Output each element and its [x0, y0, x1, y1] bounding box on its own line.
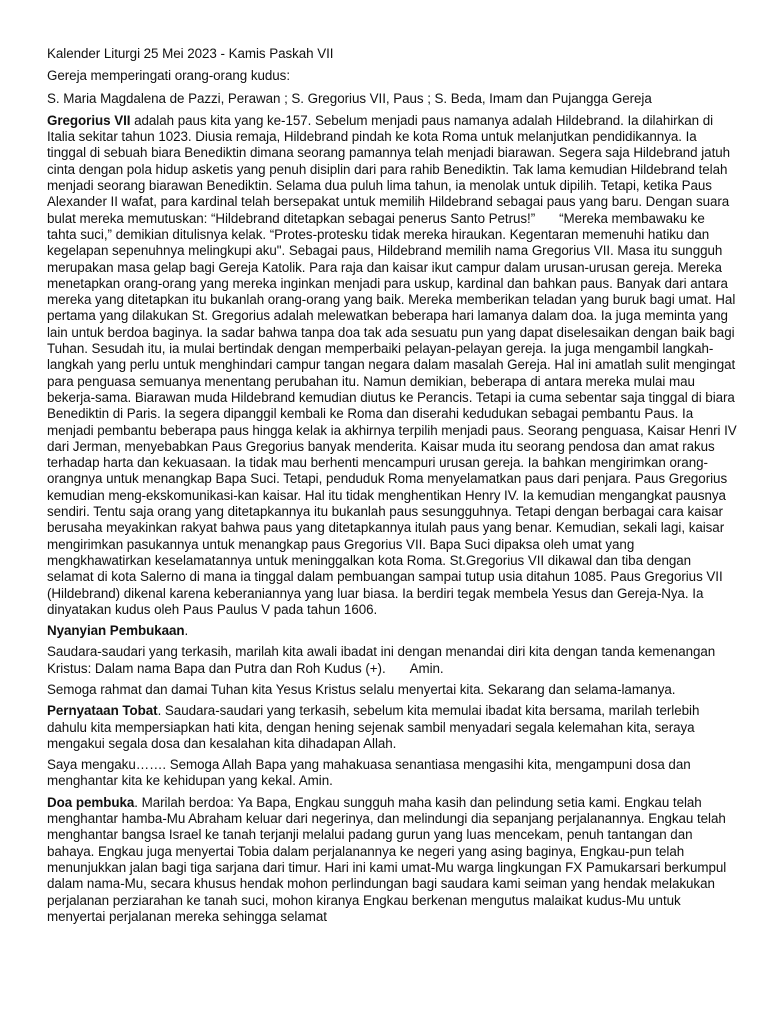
- greeting-paragraph: [47, 644, 737, 677]
- document-title: Kalender Liturgi 25 Mei 2023 - Kamis Paskah VII: [47, 46, 334, 61]
- opening-song-period: .: [184, 623, 189, 639]
- opening-song-heading: Nyanyian Pembukaan: [47, 623, 185, 639]
- confiteor-paragraph: Saya mengaku……. Semoga Allah Bapa yang mahakuasa senantiasa mengasihi kita, mengampuni dosa dan menghantar kita ke kehidupan yang kekal. Amin.: [47, 757, 691, 789]
- opening-prayer-heading: Doa pembuka: [47, 794, 135, 810]
- greeting-text: Saudara-saudari yang terkasih, marilah kita awali ibadat ini dengan menandai diri kita dengan tanda kemenangan Kristus: Dalam nama Bapa dan Putra dan Roh Kudus (+).: [47, 644, 716, 676]
- saint-biography-text-1: adalah paus kita yang ke-157. Sebelum menjadi paus namanya adalah Hildebrand. Ia dilahirkan di Italia sekitar tahun 1023. Diusia remaja, Hildebrand pindah ke kota Roma untuk melanjutkan pendidikannya. Ia tinggal di sebuah biara Benediktin dimana seorang pamannya telah menjadi biarawan. Segera saja Hildebrand jatuh cinta dengan pola hidup asketis yang penuh disiplin dari para rahib Benediktin. Tak lama kemudian Hildebrand telah menjadi seorang biarawan Benediktin. Selama dua puluh lima tahun, ia menolak untuk dipilih. Tetapi, ketika Paus Alexander II wafat, para kardinal telah bersepakat untuk memilih Hildebrand sebagai paus yang baru. Dengan suara bulat mereka memutuskan: “Hildebrand ditetapkan sebagai penerus Santo Petrus!”: [47, 112, 731, 226]
- penitential-text: . Saudara-saudari yang terkasih, sebelum kita memulai ibadat kita bersama, marilah terlebih dahulu kita mempersiapkan hati kita, dengan hening sejenak sambil menyadari segala kelemahan kita, seraya mengakui segala dosa dan kesalahan kita dihadapan Allah.: [47, 703, 700, 751]
- penitential-paragraph: [47, 703, 737, 752]
- opening-prayer-paragraph: [47, 795, 737, 925]
- document-subtitle: Gereja memperingati orang-orang kudus:: [47, 68, 290, 84]
- saint-biography: [47, 113, 737, 618]
- grace-paragraph: Semoga rahmat dan damai Tuhan kita Yesus Kristus selalu menyertai kita. Sekarang dan selama-lamanya.: [47, 681, 676, 697]
- greeting-amen: Amin.: [409, 660, 444, 676]
- saint-name: Gregorius VII: [47, 112, 131, 128]
- opening-song: [47, 623, 737, 639]
- penitential-heading: Pernyataan Tobat: [47, 703, 158, 719]
- opening-prayer-text: . Marilah berdoa: Ya Bapa, Engkau sungguh maha kasih dan pelindung setia kami. Engkau telah menghantar hamba-Mu Abraham keluar dari negerinya, dan melindungi dia sepanjang perjalanannya. Engkau telah menghantar bangsa Israel ke tanah terjanji melalui padang gurun yang luas mencekam, penuh tantangan dan bahaya. Engkau juga menyertai Tobia dalam perjalanannya ke negeri yang asing baginya, Engkau-pun telah menunjukkan jalan bagi tiga sarjana dari timur. Hari ini kami umat-Mu warga lingkungan FX Pamukarsari berkumpul dalam nama-Mu, secara khusus hendak mohon perlindungan bagi saudara kami seiman yang hendak melakukan perjalanan perziarahan ke tanah suci, mohon kiranya Engkau berkenan mengutus malaikat kudus-Mu untuk menyertai perjalanan mereka sehingga selamat: [47, 794, 727, 924]
- document-page: [47, 46, 737, 930]
- saint-biography-text-2: “Mereka membawaku ke tahta suci,” demikian ditulisnya kelak. “Protes-protesku tidak mereka hiraukan. Kegentaran memenuhi hatiku dan kegelapan sepenuhnya melingkupi aku". Sebagai paus, Hildebrand memilih nama Gregorius VII. Masa itu sungguh merupakan masa gelap bagi Gereja Katolik. Para raja dan kaisar ikut campur dalam urusan-urusan gereja. Mereka menetapkan orang-orang yang mereka inginkan menjadi para uskup, kardinal dan bahkan paus. Banyak dari antara mereka yang ditetapkan itu bukanlah orang-orang yang baik. Mereka memberikan teladan yang buruk bagi umat. Hal pertama yang dilakukan St. Gregorius adalah melewatkan beberapa hari lamanya dalam doa. Ia juga meminta yang lain untuk berdoa baginya. Ia sadar bahwa tanpa doa tak ada sesuatu pun yang dapat diselesaikan dengan baik bagi Tuhan. Sesudah itu, ia mulai bertindak dengan memperbaiki pelayan-pelayan gereja. Ia juga mengambil langkah-langkah yang perlu untuk menghindari campur tangan negara dalam masalah Gereja. Hal ini amatlah sulit mengingat para penguasa semuanya menentang perubahan itu. Namun demikian, beberapa di antara mereka mulai mau bekerja-sama. Biarawan muda Hildebrand kemudian diutus ke Perancis. Tetapi ia cuma sebentar saja tinggal di biara Benediktin di Paris. Ia segera dipanggil kembali ke Roma dan diserahi kedudukan sebagai pembantu Paus. Ia menjadi pembantu beberapa paus hingga kelak ia akhirnya terpilih menjadi paus. Seorang penguasa, Kaisar Henri IV dari Jerman, menyebabkan Paus Gregorius banyak menderita. Kaisar muda itu seorang pendosa dan amat rakus terhadap harta dan kekuasaan. Ia tidak mau berhenti mencampuri urusan gereja. Ia bahkan mengirimkan orang-orangnya untuk menangkap Bapa Suci. Tetapi, penduduk Roma menyelamatkan paus dari penjara. Paus Gregorius kemudian meng-ekskomunikasi-kan kaisar. Hal itu tidak menghentikan Henry IV. Ia kemudian mengangkat pausnya sendiri. Tentu saja orang yang ditetapkannya itu bukanlah paus sesungguhnya. Tetapi dengan berbagai cara kaisar berusaha meyakinkan rakyat bahwa paus yang ditetapkannya itulah paus yang benar. Kemudian, sekali lagi, kaisar mengirimkan pasukannya untuk menangkap paus Gregorius VII. Bapa Suci dipaksa oleh umat yang mengkhawatirkan keselamatannya untuk meninggalkan kota Roma. St.Gregorius VII dikawal dan tiba dengan selamat di kota Salerno di mana ia tinggal dalam pembuangan sampai tutup usia ditahun 1085. Paus Gregorius VII (Hildebrand) dikenal karena keberaniannya yang luar biasa. Ia berdiri tegak membela Yesus dan Gereja-Nya. Ia dinyatakan kudus oleh Paus Paulus V pada tahun 1606.: [47, 210, 737, 617]
- saints-of-the-day: S. Maria Magdalena de Pazzi, Perawan ; S. Gregorius VII, Paus ; S. Beda, Imam dan Pujangga Gereja: [47, 90, 652, 106]
